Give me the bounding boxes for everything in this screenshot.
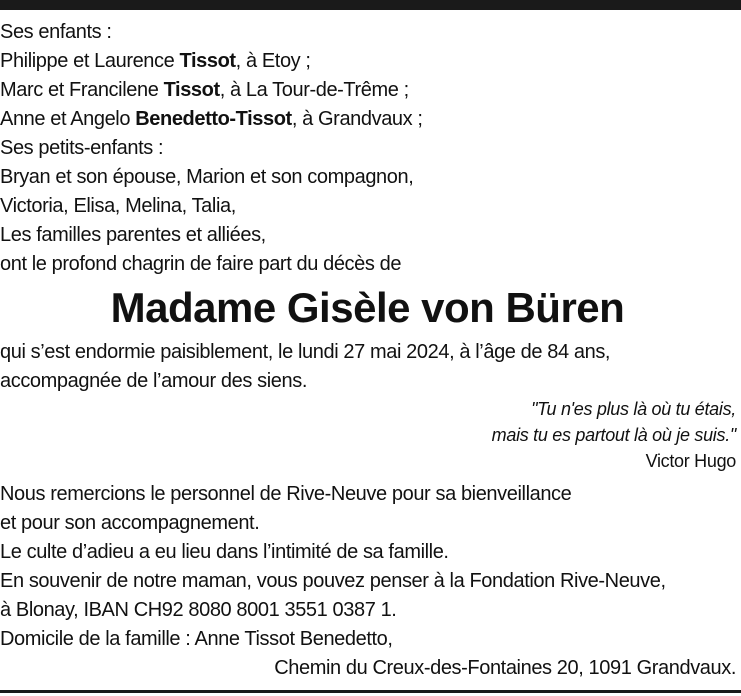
child-3-surname: Benedetto-Tissot xyxy=(135,108,292,130)
bottom-border-rule xyxy=(0,690,741,693)
child-1-names: Philippe et Laurence xyxy=(0,50,180,72)
child-3-names: Anne et Angelo xyxy=(0,108,136,130)
grandchildren-heading: Ses petits-enfants : xyxy=(0,137,164,159)
grandchildren-line-1: Bryan et son épouse, Marion et son compagnon, xyxy=(0,166,414,188)
child-line-1 xyxy=(0,47,741,76)
child-2-place: , à La Tour-de-Trême ; xyxy=(219,79,409,101)
child-line-3 xyxy=(0,105,741,134)
obituary-notice xyxy=(0,18,741,683)
domicile-line-2: Chemin du Creux-des-Fontaines 20, 1091 Grandvaux. xyxy=(274,657,736,679)
donation-line-1: En souvenir de notre maman, vous pouvez penser à la Fondation Rive-Neuve, xyxy=(0,570,666,592)
quote-line-1: "Tu n'es plus là où tu étais, xyxy=(531,399,736,419)
epitaph-quote xyxy=(0,396,741,474)
child-1-surname: Tissot xyxy=(179,50,236,72)
children-heading: Ses enfants : xyxy=(0,21,112,43)
passing-line-2: accompagnée de l’amour des siens. xyxy=(0,370,307,392)
relatives-line: Les familles parentes et alliées, xyxy=(0,224,266,246)
top-border-rule xyxy=(0,0,741,10)
deceased-name: Madame Gisèle von Büren xyxy=(110,284,625,331)
thanks-line-2: et pour son accompagnement. xyxy=(0,512,260,534)
grandchildren-line-2: Victoria, Elisa, Melina, Talia, xyxy=(0,195,236,217)
donation-line-2: à Blonay, IBAN CH92 8080 8001 3551 0387 1. xyxy=(0,599,397,621)
child-2-surname: Tissot xyxy=(163,79,220,101)
child-1-place: , à Etoy ; xyxy=(235,50,311,72)
child-3-place: , à Grandvaux ; xyxy=(291,108,423,130)
quote-author: Victor Hugo xyxy=(645,451,736,471)
thanks-line-1: Nous remercions le personnel de Rive-Neuve pour sa bienveillance xyxy=(0,483,572,505)
passing-line-1: qui s’est endormie paisiblement, le lundi 27 mai 2024, à l’âge de 84 ans, xyxy=(0,341,611,363)
domicile-line-1: Domicile de la famille : Anne Tissot Benedetto, xyxy=(0,628,393,650)
child-2-names: Marc et Francilene xyxy=(0,79,164,101)
quote-line-2: mais tu es partout là où je suis." xyxy=(491,425,736,445)
child-line-2 xyxy=(0,76,741,105)
service-line: Le culte d’adieu a eu lieu dans l’intimité de sa famille. xyxy=(0,541,449,563)
announcement-line: ont le profond chagrin de faire part du décès de xyxy=(0,253,402,275)
